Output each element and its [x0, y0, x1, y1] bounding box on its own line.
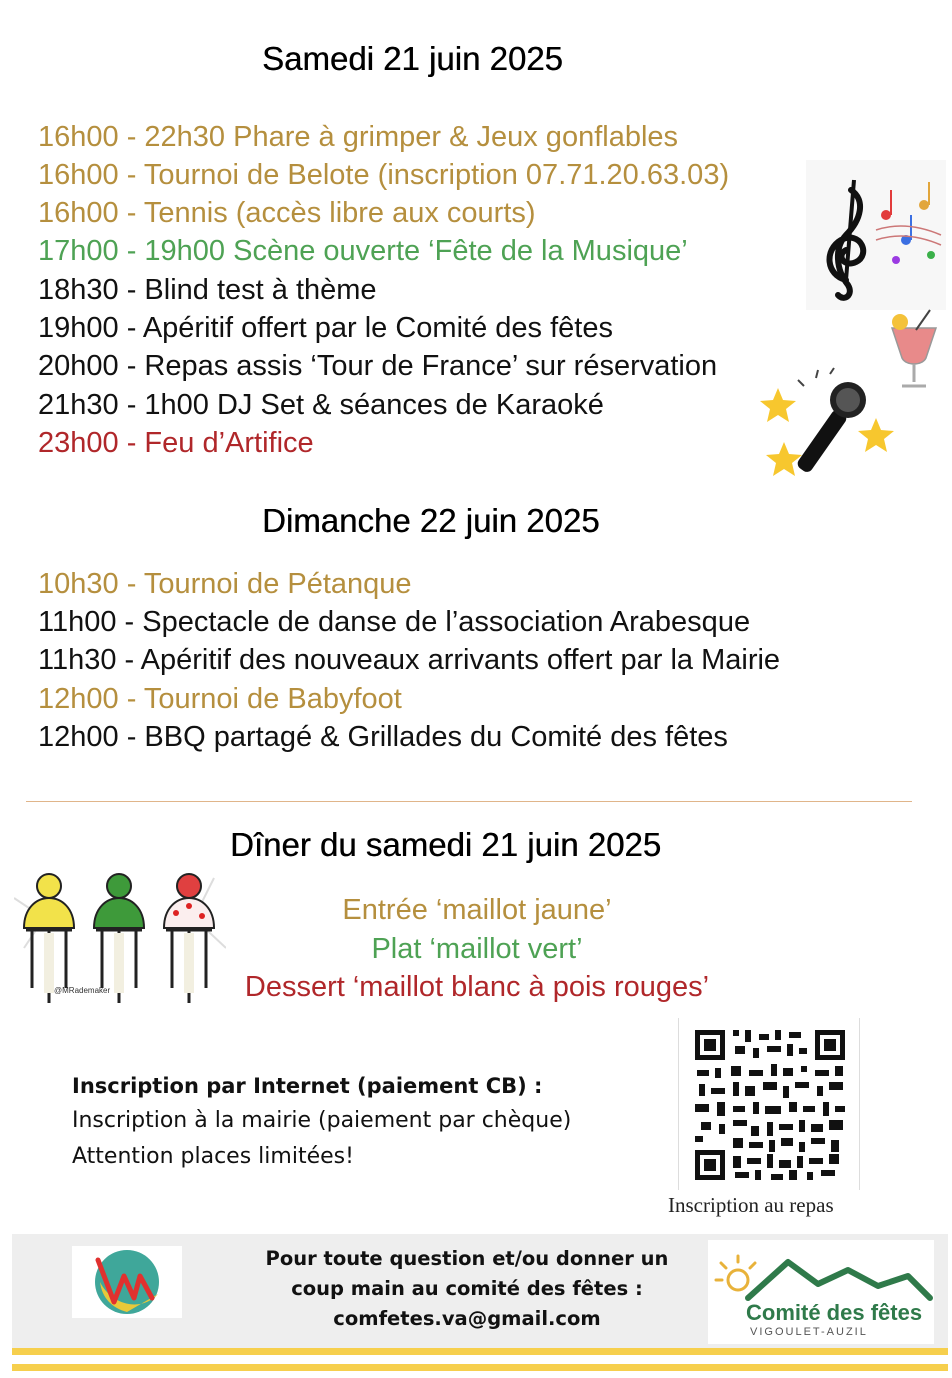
schedule-item: 10h30 - Tournoi de Pétanque: [38, 568, 412, 600]
footer-stripe: [12, 1348, 948, 1355]
schedule-item: 19h00 - Apéritif offert par le Comité des fêtes: [38, 312, 613, 344]
menu-starter: Entrée ‘maillot jaune’: [342, 894, 612, 926]
menu-main: Plat ‘maillot vert’: [371, 933, 583, 965]
music-notes-image: [806, 160, 946, 310]
schedule-item: 11h30 - Apéritif des nouveaux arrivants offert par la Mairie: [38, 644, 781, 676]
comite-logo-place: VIGOULET-AUZIL: [750, 1326, 868, 1338]
schedule-item: 12h00 - Tournoi de Babyfoot: [38, 683, 402, 715]
footer-contact: [262, 1244, 672, 1334]
internet-registration: Inscription par Internet (paiement CB) :: [72, 1074, 543, 1098]
mairie-registration: Inscription à la mairie (paiement par chèque): [72, 1108, 572, 1133]
schedule-item: 16h00 - Tournoi de Belote (inscription 07.71.20.63.03): [38, 159, 730, 191]
sunday-title: Dimanche 22 juin 2025: [262, 502, 600, 539]
schedule-item: 18h30 - Blind test à thème: [38, 274, 377, 306]
schedule-item: 20h00 - Repas assis ‘Tour de France’ sur réservation: [38, 350, 718, 382]
illustration-credit: @MRademaker: [54, 986, 111, 995]
treble-clef-icon: [806, 160, 946, 310]
qr-caption: Inscription au repas: [668, 1193, 834, 1217]
schedule-item: 21h30 - 1h00 DJ Set & séances de Karaoké: [38, 389, 604, 421]
schedule-item: 12h00 - BBQ partagé & Grillades du Comité des fêtes: [38, 721, 728, 753]
footer-email[interactable]: comfetes.va@gmail.com: [333, 1307, 601, 1330]
village-logo-icon: [72, 1246, 182, 1318]
microphone-icon: [756, 366, 896, 486]
schedule-item: 16h00 - Tennis (accès libre aux courts): [38, 197, 536, 229]
schedule-item: 17h00 - 19h00 Scène ouverte ‘Fête de la Musique’: [38, 235, 688, 267]
microphone-image: [756, 366, 896, 486]
footer-line-2: coup main au comité des fêtes :: [291, 1277, 643, 1300]
village-logo: [72, 1246, 182, 1318]
comite-logo-name: Comité des fêtes: [746, 1300, 923, 1325]
schedule-item: 16h00 - 22h30 Phare à grimper & Jeux gonflables: [38, 121, 679, 153]
qr-code[interactable]: [678, 1018, 860, 1190]
footer-line-1: Pour toute question et/ou donner un: [265, 1247, 669, 1270]
schedule-item: 11h00 - Spectacle de danse de l’association Arabesque: [38, 606, 751, 638]
dinner-title: Dîner du samedi 21 juin 2025: [230, 826, 662, 863]
qr-code-icon: [679, 1018, 859, 1190]
schedule-item: 23h00 - Feu d’Artifice: [38, 427, 314, 459]
cyclists-icon: [14, 858, 226, 1018]
limited-places: Attention places limitées!: [72, 1144, 354, 1169]
cyclists-image: [14, 858, 226, 1018]
section-divider: [26, 801, 912, 802]
saturday-title: Samedi 21 juin 2025: [262, 40, 563, 77]
menu-dessert: Dessert ‘maillot blanc à pois rouges’: [244, 971, 710, 1003]
footer-stripe: [12, 1364, 948, 1371]
comite-logo: [708, 1240, 934, 1344]
